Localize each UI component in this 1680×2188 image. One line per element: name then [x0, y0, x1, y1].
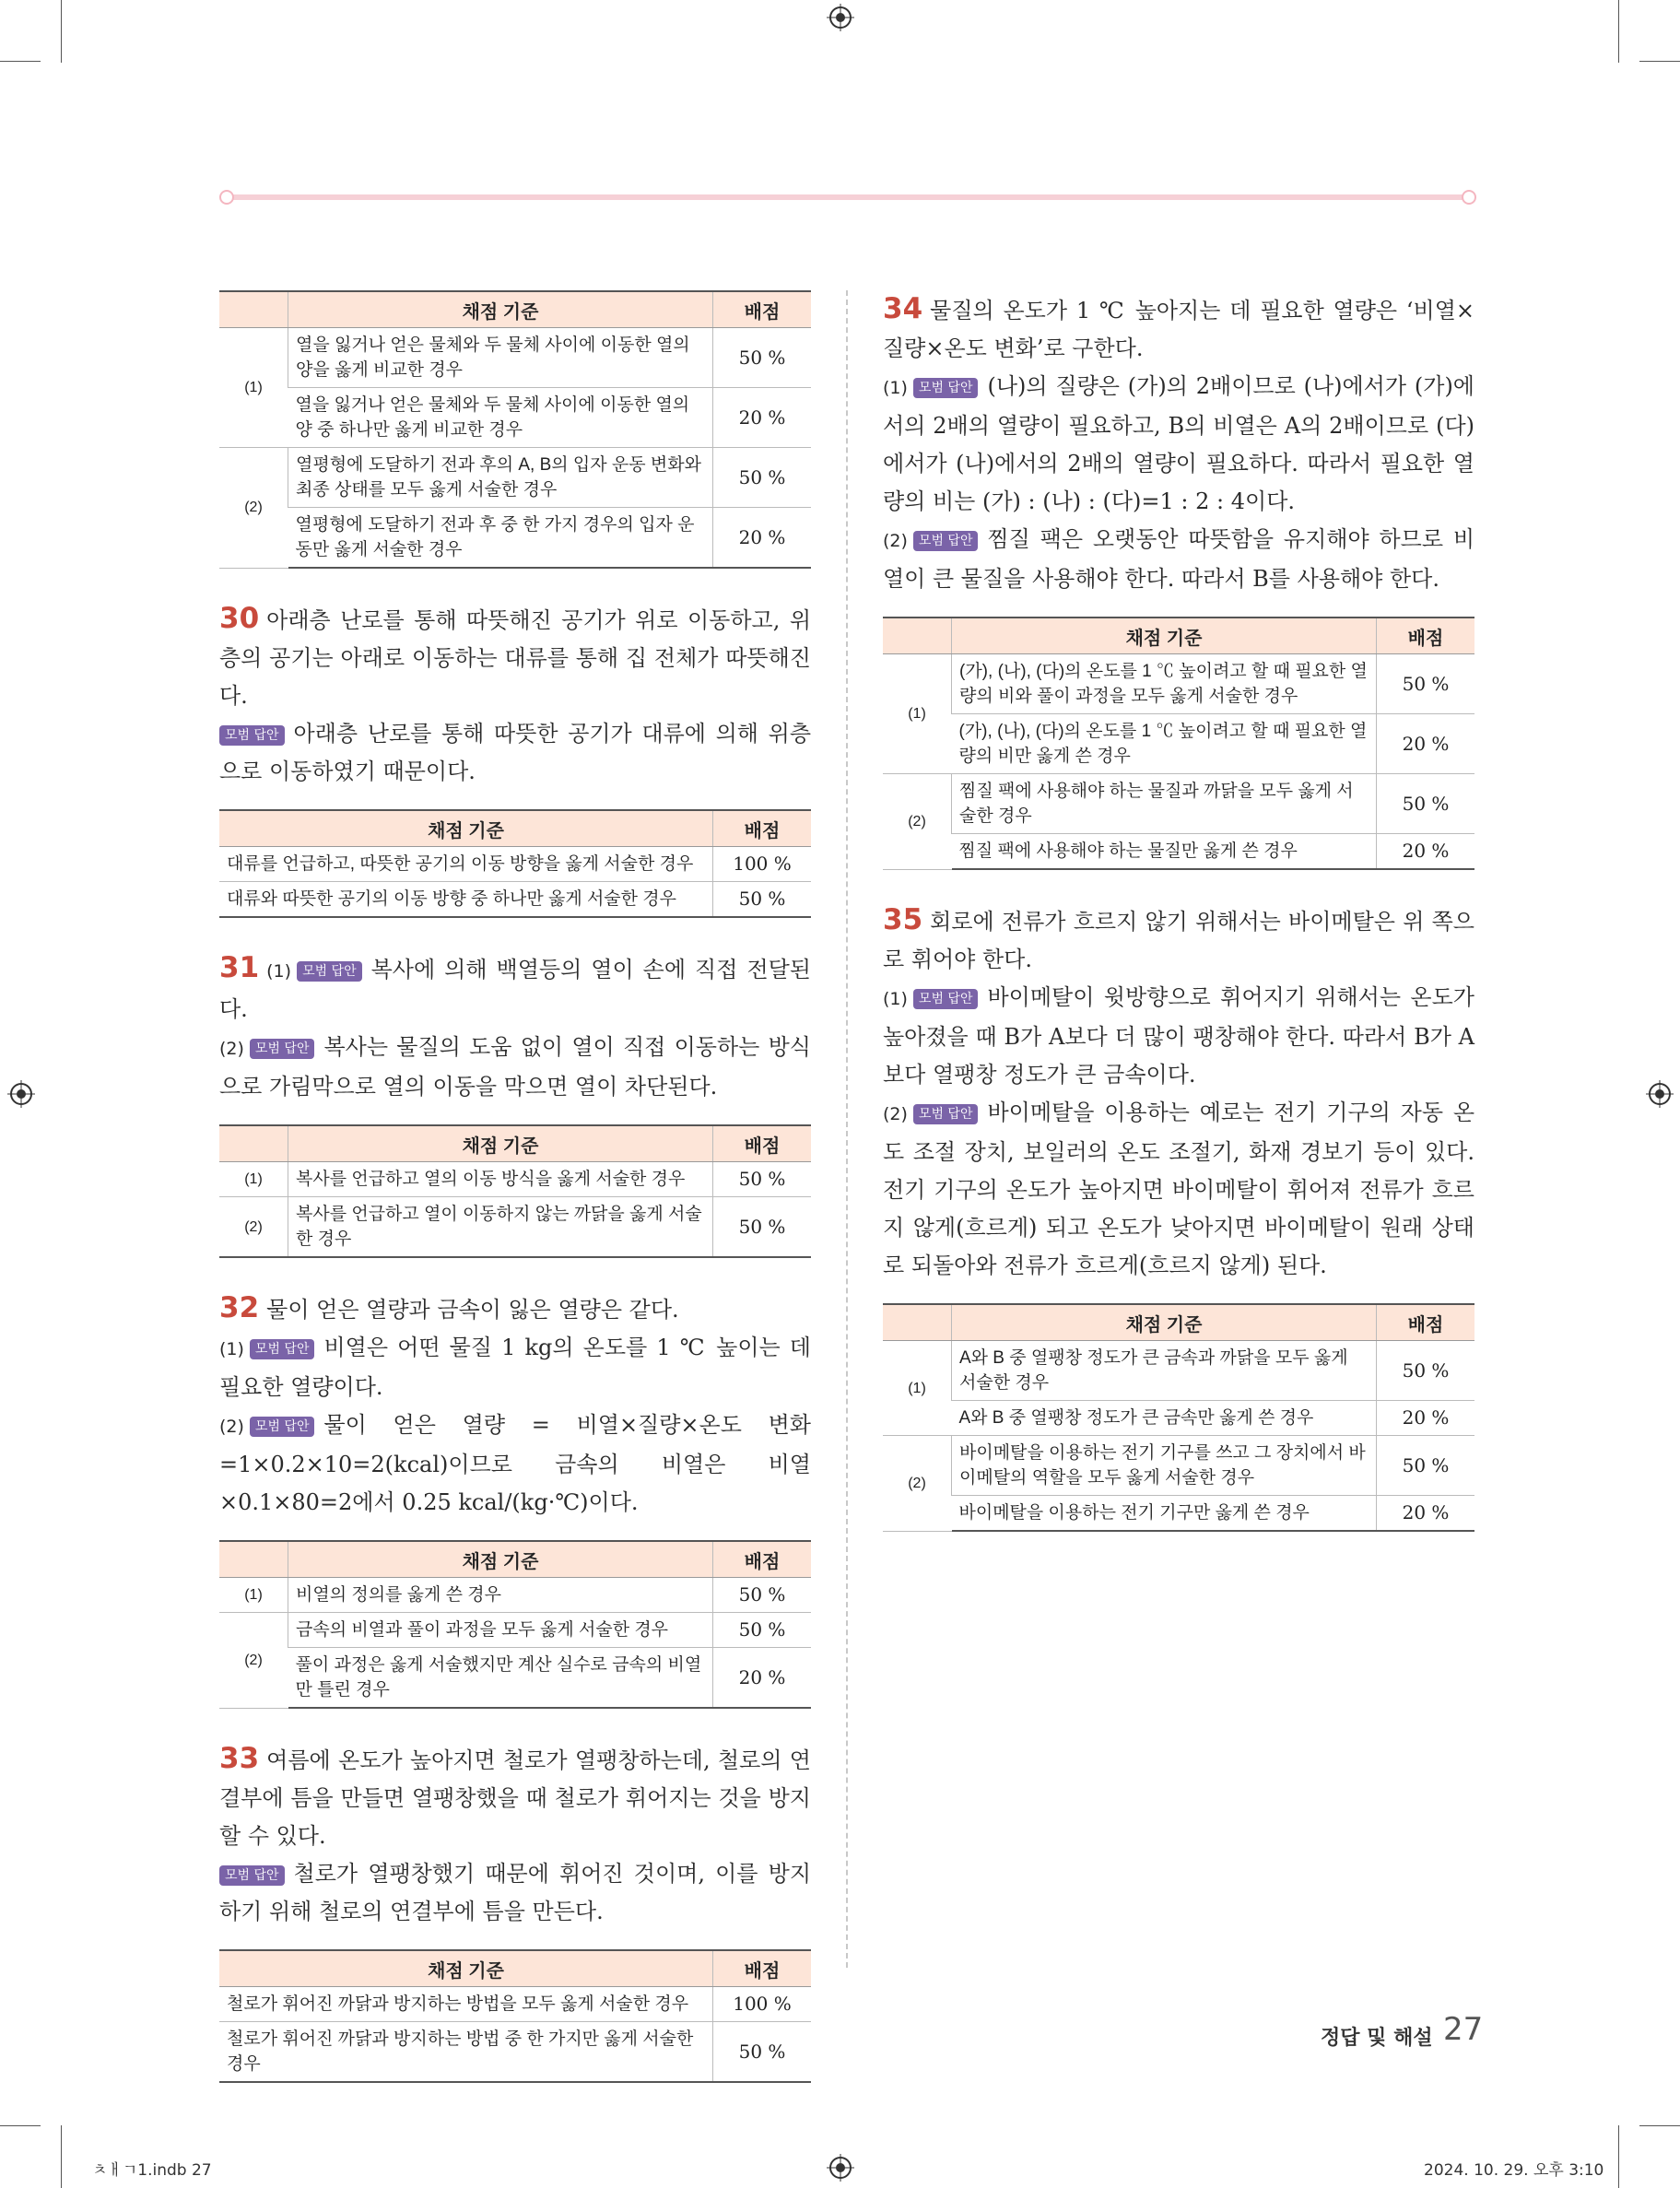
row-text: 풀이 과정은 옳게 서술했지만 계산 실수로 금속의 비열만 틀린 경우 — [288, 1648, 713, 1709]
question-35 — [883, 901, 1474, 1532]
q33-answer-text: 철로가 열팽창했기 때문에 휘어진 것이며, 이를 방지하기 위해 철로의 연결부에 틈을 만든다. — [219, 1861, 811, 1924]
rubric-table-32 — [219, 1540, 811, 1709]
header-score: 배점 — [713, 1541, 812, 1578]
header-blank — [219, 291, 288, 328]
q35-answer1: 바이메탈이 윗방향으로 휘어지기 위해서는 온도가 높아졌을 때 B가 A보다 더 많이 팽창해야 한다. 따라서 B가 A보다 열팽창 정도가 큰 금속이다. — [883, 984, 1474, 1088]
header-blank — [883, 1304, 952, 1341]
row-score: 20 % — [1377, 714, 1475, 774]
header-band — [221, 194, 1470, 200]
column-divider — [846, 290, 848, 1968]
table-row — [219, 882, 811, 918]
q33-intro-text: 여름에 온도가 높아지면 철로가 열팽창하는데, 철로의 연결부에 틈을 만들면 열팽창했을 때 철로가 휘어지는 것을 방지할 수 있다. — [219, 1747, 811, 1849]
header-score: 배점 — [713, 810, 812, 847]
rubric-top-section — [219, 290, 811, 569]
table-row — [883, 1436, 1474, 1496]
question-34 — [883, 290, 1474, 870]
question-30 — [219, 600, 811, 918]
row-text: A와 B 중 열팽창 정도가 큰 금속과 까닭을 모두 옳게 서술한 경우 — [952, 1341, 1377, 1401]
row-text: 열평형에 도달하기 전과 후 중 한 가지 경우의 입자 운동만 옳게 서술한 경우 — [288, 508, 713, 569]
header-criteria: 채점 기준 — [219, 1950, 713, 1987]
header-score: 배점 — [1377, 618, 1475, 654]
q35-number: 35 — [883, 903, 923, 936]
q31-sub2: (2) — [219, 1039, 244, 1059]
row-text: 찜질 팩에 사용해야 하는 물질과 까닭을 모두 옳게 서술한 경우 — [952, 774, 1377, 834]
row-text: 열평형에 도달하기 전과 후의 A, B의 입자 운동 변화와 최종 상태를 모두 옳게 서술한 경우 — [288, 448, 713, 508]
row-text: (가), (나), (다)의 온도를 1 ℃ 높이려고 할 때 필요한 열량의 비와 풀이 과정을 모두 옳게 서술한 경우 — [952, 654, 1377, 714]
row-score: 50 % — [713, 328, 812, 388]
row-score: 50 % — [713, 882, 812, 918]
q32-part2 — [219, 1406, 811, 1522]
registration-mark-icon — [827, 2154, 854, 2182]
row-score: 20 % — [713, 1648, 812, 1709]
q34-number: 34 — [883, 292, 923, 325]
table-row — [219, 1578, 811, 1613]
table-row — [219, 847, 811, 882]
question-32 — [219, 1289, 811, 1709]
row-text: 대류를 언급하고, 따뜻한 공기의 이동 방향을 옳게 서술한 경우 — [219, 847, 713, 882]
table-row — [883, 774, 1474, 834]
q33-answer — [219, 1855, 811, 1931]
table-row — [219, 508, 811, 569]
q30-answer — [219, 715, 811, 791]
crop-mark — [1618, 2125, 1619, 2188]
q34-answer2: 찜질 팩은 오랫동안 따뜻함을 유지해야 하므로 비열이 큰 물질을 사용해야 한다. 따라서 B를 사용해야 한다. — [883, 526, 1474, 592]
q32-answer2: 물이 얻은 열량 = 비열×질량×온도 변화=1×0.2×10=2(kcal)이므로 금속의 비열은 비열×0.1×80=2에서 0.25 kcal/(kg·℃)이다. — [219, 1412, 811, 1515]
q34-sub1: (1) — [883, 378, 908, 398]
row-score: 50 % — [1377, 774, 1475, 834]
header-blank — [219, 1125, 288, 1162]
crop-mark — [61, 2125, 62, 2188]
model-answer-badge: 모범 답안 — [250, 1339, 315, 1359]
row-label: (1) — [219, 328, 288, 448]
table-row — [883, 1401, 1474, 1436]
crop-mark — [1618, 0, 1619, 63]
row-score: 50 % — [713, 448, 812, 508]
row-score: 50 % — [713, 1197, 812, 1258]
row-text: 대류와 따뜻한 공기의 이동 방향 중 하나만 옳게 서술한 경우 — [219, 882, 713, 918]
model-answer-badge: 모범 답안 — [913, 378, 979, 398]
q32-sub2: (2) — [219, 1417, 244, 1437]
print-slug-file: ㅊㅐㄱ1.indb 27 — [92, 2161, 212, 2180]
q30-number: 30 — [219, 602, 260, 635]
row-label: (1) — [219, 1578, 288, 1613]
table-row — [883, 1341, 1474, 1401]
q35-intro-text: 회로에 전류가 흐르지 않기 위해서는 바이메탈은 위 쪽으로 휘어야 한다. — [883, 909, 1474, 972]
row-score: 20 % — [1377, 834, 1475, 870]
row-text: 복사를 언급하고 열이 이동하지 않는 까닭을 옳게 서술한 경우 — [288, 1197, 713, 1258]
registration-mark-icon — [1646, 1080, 1674, 1108]
model-answer-badge: 모범 답안 — [913, 1104, 979, 1124]
left-column — [219, 290, 811, 2114]
row-score: 100 % — [713, 1987, 812, 2022]
row-text: 철로가 휘어진 까닭과 방지하는 방법 중 한 가지만 옳게 서술한 경우 — [219, 2022, 713, 2083]
header-criteria: 채점 기준 — [288, 1541, 713, 1578]
header-band-dot — [219, 190, 234, 205]
table-row — [883, 1496, 1474, 1532]
row-score: 50 % — [713, 2022, 812, 2083]
q32-sub1: (1) — [219, 1339, 244, 1359]
q31-sub1: (1) — [266, 961, 292, 982]
header-score: 배점 — [713, 1950, 812, 1987]
q31-number: 31 — [219, 951, 260, 984]
q31-answer1: 복사에 의해 백열등의 열이 손에 직접 전달된다. — [219, 957, 811, 1022]
header-criteria: 채점 기준 — [288, 1125, 713, 1162]
rubric-table-34 — [883, 617, 1474, 870]
table-row — [883, 654, 1474, 714]
row-text: 바이메탈을 이용하는 전기 기구를 쓰고 그 장치에서 바이메탈의 역할을 모두 옳게 서술한 경우 — [952, 1436, 1377, 1496]
model-answer-badge: 모범 답안 — [297, 961, 362, 982]
model-answer-badge: 모범 답안 — [219, 1865, 285, 1886]
table-row — [219, 1613, 811, 1648]
table-row — [219, 328, 811, 388]
right-column — [883, 290, 1474, 1563]
header-criteria: 채점 기준 — [952, 1304, 1377, 1341]
rubric-table-33 — [219, 1949, 811, 2083]
q30-intro-text: 아래층 난로를 통해 따뜻해진 공기가 위로 이동하고, 위층의 공기는 아래로 이동하는 대류를 통해 집 전체가 따뜻해진다. — [219, 607, 811, 709]
q32-answer1: 비열은 어떤 물질 1 kg의 온도를 1 ℃ 높이는 데 필요한 열량이다. — [219, 1335, 811, 1400]
row-text: 비열의 정의를 옳게 쓴 경우 — [288, 1578, 713, 1613]
row-score: 50 % — [713, 1613, 812, 1648]
row-score: 20 % — [1377, 1401, 1475, 1436]
model-answer-badge: 모범 답안 — [913, 531, 979, 551]
footer-title: 정답 및 해설 — [1321, 2027, 1433, 2050]
header-criteria: 채점 기준 — [219, 810, 713, 847]
rubric-table-35 — [883, 1303, 1474, 1532]
q32-part1 — [219, 1329, 811, 1406]
q32-intro-text: 물이 얻은 열량과 금속이 잃은 열량은 같다. — [266, 1297, 679, 1323]
row-text: 복사를 언급하고 열의 이동 방식을 옳게 서술한 경우 — [288, 1162, 713, 1197]
q30-intro — [219, 600, 811, 715]
table-row — [219, 448, 811, 508]
model-answer-badge: 모범 답안 — [219, 725, 285, 746]
row-label: (2) — [219, 1613, 288, 1709]
table-row — [219, 1197, 811, 1258]
row-label: (1) — [883, 654, 952, 774]
q31-part2 — [219, 1029, 811, 1106]
table-row — [219, 2022, 811, 2083]
registration-mark-icon — [827, 4, 854, 31]
row-score: 20 % — [1377, 1496, 1475, 1532]
q32-number: 32 — [219, 1291, 260, 1324]
row-score: 50 % — [1377, 1341, 1475, 1401]
row-text: 열을 잃거나 얻은 물체와 두 물체 사이에 이동한 열의 양을 옳게 비교한 경우 — [288, 328, 713, 388]
row-score: 50 % — [1377, 1436, 1475, 1496]
q34-intro-text: 물질의 온도가 1 ℃ 높아지는 데 필요한 열량은 ‘비열×질량×온도 변화’로 구한다. — [883, 298, 1474, 361]
header-blank — [219, 1541, 288, 1578]
registration-mark-icon — [7, 1080, 35, 1108]
row-score: 20 % — [713, 388, 812, 448]
q34-intro — [883, 290, 1474, 368]
q35-sub1: (1) — [883, 989, 908, 1009]
table-row — [219, 1987, 811, 2022]
model-answer-badge: 모범 답안 — [250, 1039, 315, 1059]
table-row — [219, 1162, 811, 1197]
row-score: 50 % — [1377, 654, 1475, 714]
header-criteria: 채점 기준 — [952, 618, 1377, 654]
header-score: 배점 — [1377, 1304, 1475, 1341]
q35-part2 — [883, 1094, 1474, 1285]
table-row — [219, 1648, 811, 1709]
q34-answer1: (나)의 질량은 (가)의 2배이므로 (나)에서가 (가)에서의 2배의 열량이 필요하고, B의 비열은 A의 2배이므로 (다)에서가 (나)에서의 2배의 열량이 필요하다. 따라서 필요한 열량의 비는 (가) : (나) : (다)=1 : 2 : 4이다. — [883, 373, 1474, 514]
q32-intro — [219, 1289, 811, 1329]
q31-part1 — [219, 949, 811, 1029]
rubric-table-top — [219, 290, 811, 569]
header-blank — [883, 618, 952, 654]
row-score: 50 % — [713, 1162, 812, 1197]
question-31 — [219, 949, 811, 1258]
table-row — [219, 388, 811, 448]
q35-answer2: 바이메탈을 이용하는 예로는 전기 기구의 자동 온도 조절 장치, 보일러의 온도 조절기, 화재 경보기 등이 있다. 전기 기구의 온도가 높아지면 바이메탈이 휘어져 전류가 흐르지 않게(흐르게) 되고 온도가 낮아지면 바이메탈이 원래 상태로 되돌아와 전류가 흐르게(흐르지 않게) 된다. — [883, 1100, 1474, 1278]
table-row — [883, 834, 1474, 870]
row-text: 바이메탈을 이용하는 전기 기구만 옳게 쓴 경우 — [952, 1496, 1377, 1532]
q31-answer2: 복사는 물질의 도움 없이 열이 직접 이동하는 방식으로 가림막으로 열의 이동을 막으면 열이 차단된다. — [219, 1034, 811, 1100]
row-score: 100 % — [713, 847, 812, 882]
row-score: 50 % — [713, 1578, 812, 1613]
row-text: 금속의 비열과 풀이 과정을 모두 옳게 서술한 경우 — [288, 1613, 713, 1648]
row-text: 철로가 휘어진 까닭과 방지하는 방법을 모두 옳게 서술한 경우 — [219, 1987, 713, 2022]
rubric-table-31 — [219, 1124, 811, 1258]
q33-number: 33 — [219, 1742, 260, 1775]
crop-mark — [1639, 61, 1680, 62]
header-score: 배점 — [713, 1125, 812, 1162]
table-row — [883, 714, 1474, 774]
q34-sub2: (2) — [883, 531, 908, 551]
question-33 — [219, 1740, 811, 2083]
row-text: (가), (나), (다)의 온도를 1 ℃ 높이려고 할 때 필요한 열량의 비만 옳게 쓴 경우 — [952, 714, 1377, 774]
q35-sub2: (2) — [883, 1104, 908, 1124]
crop-mark — [0, 2125, 41, 2126]
q34-part2 — [883, 521, 1474, 598]
row-text: A와 B 중 열팽창 정도가 큰 금속만 옳게 쓴 경우 — [952, 1401, 1377, 1436]
header-band-dot — [1462, 190, 1476, 205]
row-label: (2) — [219, 448, 288, 569]
q35-intro — [883, 901, 1474, 979]
row-score: 20 % — [713, 508, 812, 569]
rubric-table-30 — [219, 809, 811, 918]
row-label: (2) — [219, 1197, 288, 1258]
crop-mark — [61, 0, 62, 63]
row-label: (1) — [219, 1162, 288, 1197]
header-criteria: 채점 기준 — [288, 291, 713, 328]
row-label: (2) — [883, 774, 952, 870]
row-text: 찜질 팩에 사용해야 하는 물질만 옳게 쓴 경우 — [952, 834, 1377, 870]
q35-part1 — [883, 979, 1474, 1094]
q33-intro — [219, 1740, 811, 1855]
row-label: (2) — [883, 1436, 952, 1532]
model-answer-badge: 모범 답안 — [250, 1417, 315, 1437]
q30-answer-text: 아래층 난로를 통해 따뜻한 공기가 대류에 의해 위층으로 이동하였기 때문이다. — [219, 721, 811, 784]
q34-part1 — [883, 368, 1474, 521]
page-number: 27 — [1443, 2011, 1484, 2048]
row-text: 열을 잃거나 얻은 물체와 두 물체 사이에 이동한 열의 양 중 하나만 옳게 비교한 경우 — [288, 388, 713, 448]
print-slug-time: 2024. 10. 29. 오후 3:10 — [1424, 2161, 1604, 2180]
model-answer-badge: 모범 답안 — [913, 989, 979, 1009]
header-score: 배점 — [713, 291, 812, 328]
crop-mark — [1639, 2125, 1680, 2126]
crop-mark — [0, 61, 41, 62]
row-label: (1) — [883, 1341, 952, 1436]
